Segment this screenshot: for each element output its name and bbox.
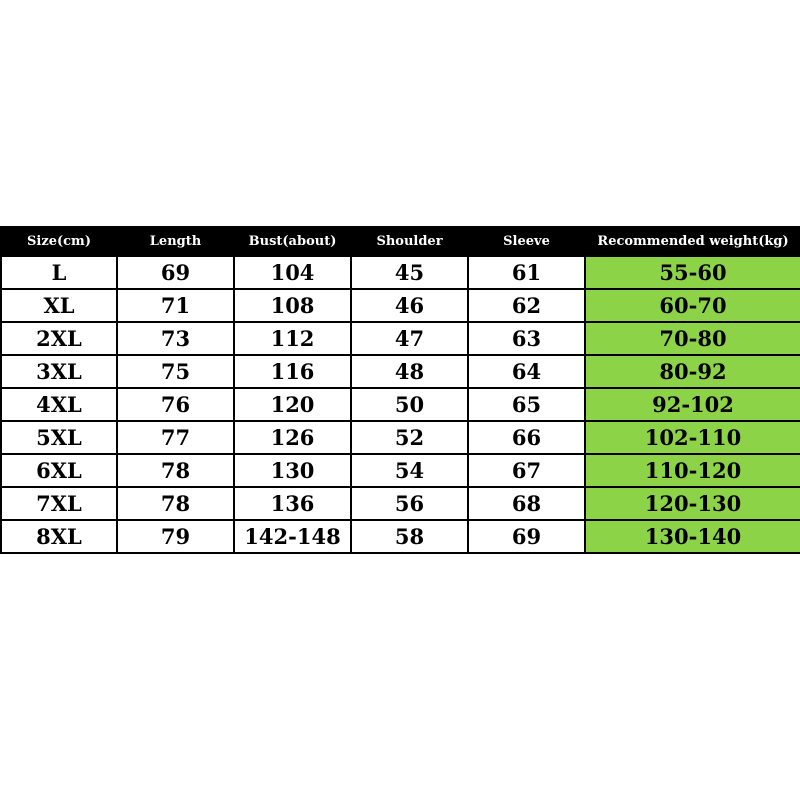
cell-recommended-weight: 80-92 xyxy=(585,355,800,388)
cell-shoulder: 50 xyxy=(351,388,468,421)
cell-length: 75 xyxy=(117,355,234,388)
cell-recommended-weight: 102-110 xyxy=(585,421,800,454)
table-row xyxy=(1,520,800,553)
cell-recommended-weight: 120-130 xyxy=(585,487,800,520)
cell-bust: 112 xyxy=(234,322,351,355)
cell-recommended-weight: 70-80 xyxy=(585,322,800,355)
cell-bust: 120 xyxy=(234,388,351,421)
cell-size: 4XL xyxy=(1,388,117,421)
table-row xyxy=(1,355,800,388)
cell-recommended-weight: 110-120 xyxy=(585,454,800,487)
cell-shoulder: 47 xyxy=(351,322,468,355)
cell-bust: 136 xyxy=(234,487,351,520)
size-chart-table xyxy=(0,226,800,554)
cell-sleeve: 62 xyxy=(468,289,585,322)
cell-sleeve: 68 xyxy=(468,487,585,520)
cell-sleeve: 69 xyxy=(468,520,585,553)
cell-sleeve: 66 xyxy=(468,421,585,454)
cell-shoulder: 54 xyxy=(351,454,468,487)
table-row xyxy=(1,454,800,487)
table-row xyxy=(1,388,800,421)
table-body xyxy=(1,256,800,553)
header-length: Length xyxy=(117,227,234,256)
cell-sleeve: 65 xyxy=(468,388,585,421)
cell-length: 78 xyxy=(117,454,234,487)
cell-bust: 126 xyxy=(234,421,351,454)
cell-shoulder: 45 xyxy=(351,256,468,289)
cell-bust: 130 xyxy=(234,454,351,487)
cell-sleeve: 63 xyxy=(468,322,585,355)
cell-bust: 104 xyxy=(234,256,351,289)
table-row xyxy=(1,421,800,454)
table-row xyxy=(1,487,800,520)
cell-recommended-weight: 60-70 xyxy=(585,289,800,322)
table-row xyxy=(1,289,800,322)
cell-length: 78 xyxy=(117,487,234,520)
cell-bust: 108 xyxy=(234,289,351,322)
cell-length: 69 xyxy=(117,256,234,289)
header-recommended-weight: Recommended weight(kg) xyxy=(585,227,800,256)
cell-size: 5XL xyxy=(1,421,117,454)
cell-length: 79 xyxy=(117,520,234,553)
cell-sleeve: 61 xyxy=(468,256,585,289)
header-bust: Bust(about) xyxy=(234,227,351,256)
header-shoulder: Shoulder xyxy=(351,227,468,256)
cell-recommended-weight: 55-60 xyxy=(585,256,800,289)
cell-size: 7XL xyxy=(1,487,117,520)
cell-shoulder: 58 xyxy=(351,520,468,553)
cell-length: 76 xyxy=(117,388,234,421)
cell-shoulder: 46 xyxy=(351,289,468,322)
header-size: Size(cm) xyxy=(1,227,117,256)
header-sleeve: Sleeve xyxy=(468,227,585,256)
cell-length: 71 xyxy=(117,289,234,322)
cell-shoulder: 48 xyxy=(351,355,468,388)
table-row xyxy=(1,322,800,355)
cell-size: 3XL xyxy=(1,355,117,388)
table-row xyxy=(1,256,800,289)
cell-shoulder: 52 xyxy=(351,421,468,454)
cell-length: 77 xyxy=(117,421,234,454)
cell-sleeve: 67 xyxy=(468,454,585,487)
cell-shoulder: 56 xyxy=(351,487,468,520)
cell-size: 6XL xyxy=(1,454,117,487)
cell-size: 8XL xyxy=(1,520,117,553)
cell-bust: 142-148 xyxy=(234,520,351,553)
cell-recommended-weight: 130-140 xyxy=(585,520,800,553)
cell-sleeve: 64 xyxy=(468,355,585,388)
cell-bust: 116 xyxy=(234,355,351,388)
table-header-row xyxy=(1,227,800,256)
cell-size: L xyxy=(1,256,117,289)
cell-recommended-weight: 92-102 xyxy=(585,388,800,421)
cell-size: XL xyxy=(1,289,117,322)
cell-length: 73 xyxy=(117,322,234,355)
cell-size: 2XL xyxy=(1,322,117,355)
